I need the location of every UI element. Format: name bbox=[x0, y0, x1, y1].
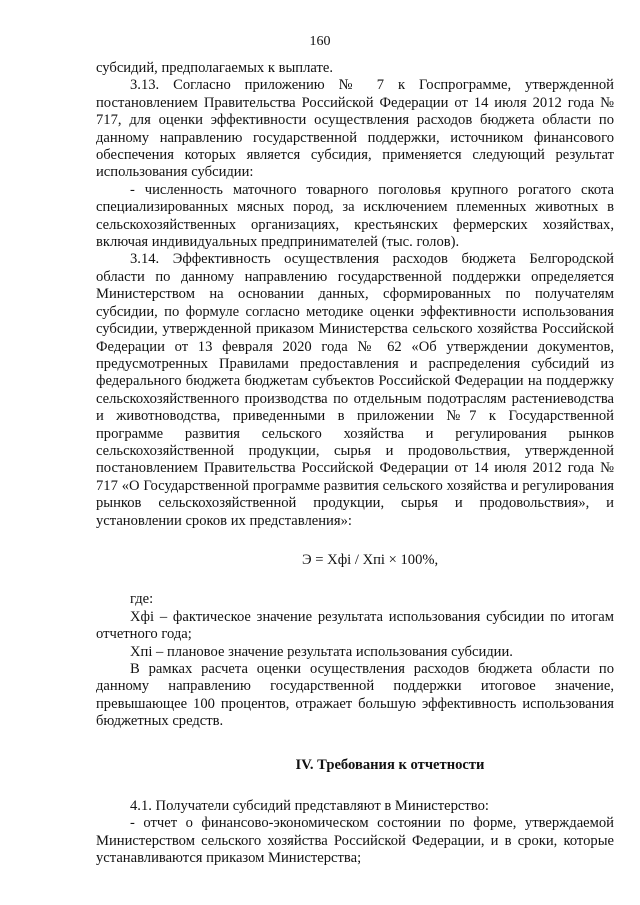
document-body bbox=[96, 60, 614, 868]
formula-definition-actual: Хфі – фактическое значение результата использования субсидии по итогам отчетного года; bbox=[96, 608, 614, 643]
section-title: IV. Требования к отчетности bbox=[295, 756, 485, 773]
paragraph-evaluation: В рамках расчета оценки осуществления расходов бюджета области по данному направлению государственной поддержки итоговое значение, превышающее 100 процентов, отражает большую эффективность использования бюджетных средств. bbox=[96, 661, 614, 730]
formula-definition-planned: Хпі – плановое значение результата использования субсидии. bbox=[130, 643, 513, 660]
paragraph-continuation: субсидий, предполагаемых к выплате. bbox=[96, 60, 333, 76]
paragraph-list-item: - численность маточного товарного поголовья крупного рогатого скота специализированных мясных пород, за исключением племенных животных в сельскохозяйственных организациях, крестьянских фермерских хозяйствах, включая индивидуальных предпринимателей (тыс. голов). bbox=[96, 181, 614, 251]
page-number: 160 bbox=[309, 34, 331, 49]
paragraph-4-1: 4.1. Получатели субсидий представляют в Министерство: bbox=[130, 798, 489, 815]
paragraph-3-13: 3.13. Согласно приложению № 7 к Госпрограмме, утвержденной постановлением Правительства Российской Федерации от 14 июля 2012 года № 717, для оценки эффективности осуществления расходов бюджета области по данному направлению государственной поддержки, источником финансового обеспечения которых является субсидия, применяется следующий результат использования субсидии: bbox=[96, 77, 614, 181]
formula-where-label: где: bbox=[130, 591, 154, 608]
paragraph-3-14: 3.14. Эффективность осуществления расходов бюджета Белгородской области по данному направлению государственной поддержки определяется Министерством на основании данных, сформированных по получателям субсидии, по формуле согласно методике оценки эффективности использования субсидии, утвержденной приказом Министерства сельского хозяйства Российской Федерации от 13 февраля 2020 года № 62 «Об утверждении документов, предусмотренных Правилами предоставления и распределения субсидий из федерального бюджета бюджетам субъектов Российской Федерации на поддержку сельскохозяйственного производства по отдельным подотраслям растениеводства и животноводства, приведенными в приложении №7 к Государственной программе развития сельского хозяйства и регулирования рынков сельскохозяйственной продукции, сырья и продовольствия, утвержденной постановлением Правительства Российской Федерации от 14 июля 2012 года № 717 «О Государственной программе развития сельского хозяйства и регулирования рынков сельскохозяйственной продукции, сырья и продовольствия», и установлении сроков их представления»: bbox=[96, 251, 614, 529]
efficiency-formula: Э = Хфі / Хпі × 100%, bbox=[302, 551, 439, 568]
paragraph-report-item: - отчет о финансово-экономическом состоянии по форме, утверждаемой Министерством сельского хозяйства Российской Федерации, и в сроки, которые устанавливаются приказом Министерства; bbox=[96, 815, 614, 867]
